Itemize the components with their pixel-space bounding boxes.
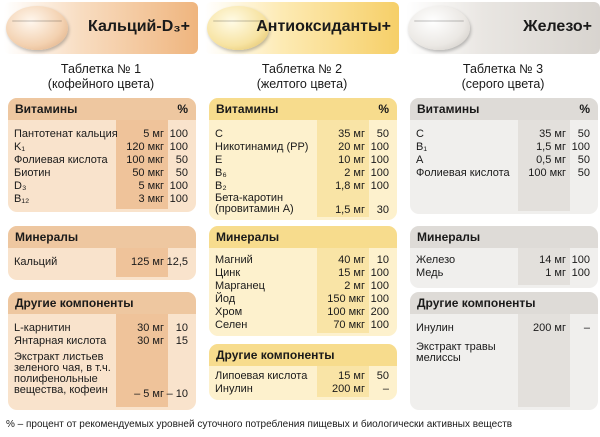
product-header bbox=[406, 2, 600, 54]
section-header bbox=[209, 344, 397, 366]
section-title: Витамины bbox=[216, 102, 279, 116]
table-row: Фолиевая кислота 100 мкг 50 bbox=[14, 154, 188, 166]
vitamins-section bbox=[410, 98, 598, 214]
table-row: Железо 14 мг 100 bbox=[416, 254, 590, 266]
table-row: Инулин 200 мг – bbox=[416, 322, 590, 334]
table-row: Экстракт листьев зеленого чая, в т.ч. полифенольные вещества, кофеин – 5 мг – 10 bbox=[14, 351, 188, 400]
tablet-pill-icon bbox=[408, 6, 470, 50]
other-components-section bbox=[8, 292, 196, 410]
tablet-caption bbox=[4, 62, 198, 92]
tablet-caption bbox=[205, 62, 399, 92]
minerals-section bbox=[410, 226, 598, 288]
table-row: Никотинамид (PP) 20 мг 100 bbox=[215, 141, 389, 153]
table-row: Янтарная кислота 30 мг 15 bbox=[14, 335, 188, 347]
table-row: B₂ 1,8 мг 100 bbox=[215, 180, 389, 192]
table-row: Кальций 125 мг 12,5 bbox=[14, 256, 188, 268]
table-row: D₃ 5 мкг 100 bbox=[14, 180, 188, 192]
section-header bbox=[410, 226, 598, 248]
table-row: B₁ 1,5 мг 100 bbox=[416, 141, 590, 153]
tablet-number: Таблетка № 3 bbox=[462, 62, 544, 76]
table-row: Инулин 200 мг – bbox=[215, 383, 389, 395]
section-title: Другие компоненты bbox=[216, 348, 335, 362]
table-row: Фолиевая кислота 100 мкг 50 bbox=[416, 167, 590, 179]
section-title: Витамины bbox=[417, 102, 480, 116]
vitamins-section bbox=[209, 98, 397, 220]
product-name: Кальций-D₃+ bbox=[88, 18, 190, 35]
tablet-color: (кофейного цвета) bbox=[47, 77, 155, 91]
tablet-number: Таблетка № 2 bbox=[261, 62, 343, 76]
section-title: Другие компоненты bbox=[417, 296, 536, 310]
section-header bbox=[8, 292, 196, 314]
section-header bbox=[410, 292, 598, 314]
tablet-caption bbox=[406, 62, 600, 92]
table-row: E 10 мг 100 bbox=[215, 154, 389, 166]
minerals-section bbox=[8, 226, 196, 280]
other-components-section bbox=[410, 292, 598, 410]
table-row: Хром 100 мкг 200 bbox=[215, 306, 389, 318]
table-row: Селен 70 мкг 100 bbox=[215, 319, 389, 331]
vitamins-section bbox=[8, 98, 196, 212]
table-row: Цинк 15 мг 100 bbox=[215, 267, 389, 279]
section-title: Другие компоненты bbox=[15, 296, 134, 310]
table-row: Экстракт травы мелиссы bbox=[416, 341, 496, 364]
table-row: K₁ 120 мкг 100 bbox=[14, 141, 188, 153]
product-header bbox=[205, 2, 399, 54]
table-row: C 35 мг 50 bbox=[215, 128, 389, 140]
table-row: Пантотенат кальция 5 мг 100 bbox=[14, 128, 188, 140]
footnote: % – процент от рекомендуемых уровней суточного потребления пищевых и биологически активных веществ bbox=[6, 419, 513, 430]
table-row: B₁₂ 3 мкг 100 bbox=[14, 193, 188, 205]
section-title: Минералы bbox=[15, 230, 79, 244]
table-row: Марганец 2 мг 100 bbox=[215, 280, 389, 292]
tablet-number: Таблетка № 1 bbox=[60, 62, 142, 76]
table-row: B₆ 2 мг 100 bbox=[215, 167, 389, 179]
other-components-section bbox=[209, 344, 397, 400]
section-header bbox=[209, 226, 397, 248]
table-row: L-карнитин 30 мг 10 bbox=[14, 322, 188, 334]
product-header bbox=[4, 2, 198, 54]
percent-header: % bbox=[579, 102, 590, 116]
table-row: C 35 мг 50 bbox=[416, 128, 590, 140]
table-row: Биотин 50 мкг 50 bbox=[14, 167, 188, 179]
tablet-color: (серого цвета) bbox=[461, 77, 545, 91]
section-header bbox=[8, 98, 196, 120]
percent-header: % bbox=[378, 102, 389, 116]
section-header bbox=[8, 226, 196, 248]
section-title: Минералы bbox=[417, 230, 481, 244]
table-row: A 0,5 мг 50 bbox=[416, 154, 590, 166]
section-title: Витамины bbox=[15, 102, 78, 116]
product-name: Железо+ bbox=[523, 18, 592, 35]
table-row: Бета-каротин (провитамин А) 1,5 мг 30 bbox=[215, 192, 389, 216]
section-header bbox=[410, 98, 598, 120]
section-header bbox=[209, 98, 397, 120]
percent-header: % bbox=[177, 102, 188, 116]
table-row: Липоевая кислота 15 мг 50 bbox=[215, 370, 389, 382]
tablet-pill-icon bbox=[6, 6, 68, 50]
minerals-section bbox=[209, 226, 397, 336]
table-row: Йод 150 мкг 100 bbox=[215, 293, 389, 305]
product-name: Антиоксиданты+ bbox=[256, 18, 391, 35]
tablet-color: (желтого цвета) bbox=[256, 77, 348, 91]
section-title: Минералы bbox=[216, 230, 280, 244]
table-row: Медь 1 мг 100 bbox=[416, 267, 590, 279]
table-row: Магний 40 мг 10 bbox=[215, 254, 389, 266]
